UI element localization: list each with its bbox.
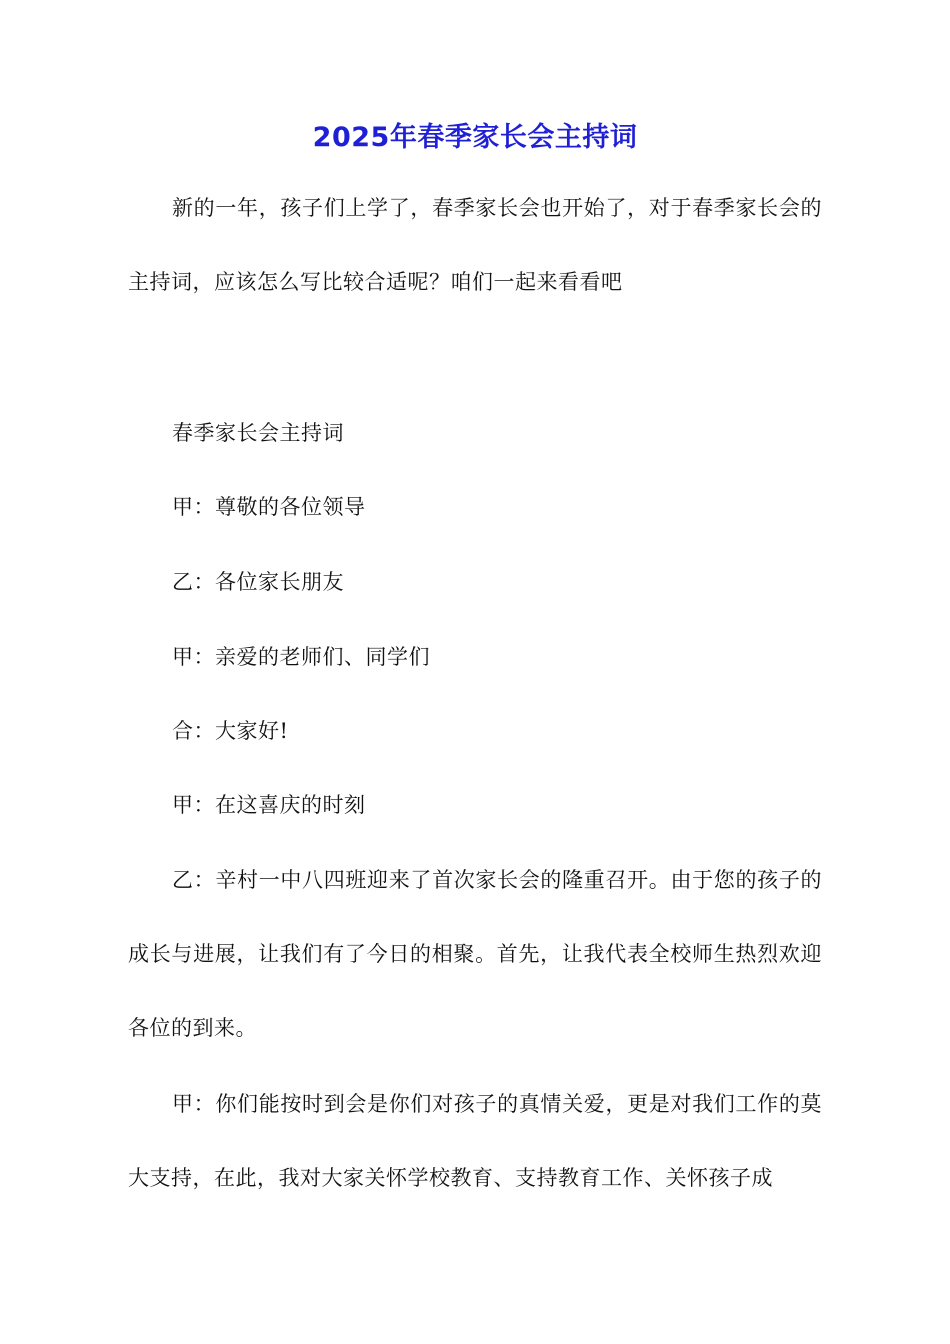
dialogue-line: 甲：尊敬的各位领导	[172, 495, 366, 519]
dialogue-paragraph: 甲：你们能按时到会是你们对孩子的真情关爱，更是对我们工作的莫大支持，在此，我对大家关怀学校教育、支持教育工作、关怀孩子成	[128, 1092, 822, 1190]
document-title: 2025年春季家长会主持词	[312, 122, 638, 153]
dialogue-line: 乙：各位家长朋友	[172, 570, 344, 594]
section-heading: 春季家长会主持词	[172, 421, 344, 445]
dialogue-paragraph: 乙：辛村一中八四班迎来了首次家长会的隆重召开。由于您的孩子的成长与进展，让我们有了今日的相聚。首先，让我代表全校师生热烈欢迎各位的到来。	[128, 868, 822, 1040]
intro-paragraph: 新的一年，孩子们上学了，春季家长会也开始了，对于春季家长会的主持词，应该怎么写比较合适呢？咱们一起来看看吧	[128, 196, 822, 294]
dialogue-line: 甲：在这喜庆的时刻	[172, 793, 366, 817]
dialogue-line: 合：大家好!	[172, 719, 289, 743]
dialogue-line: 甲：亲爱的老师们、同学们	[172, 645, 430, 669]
